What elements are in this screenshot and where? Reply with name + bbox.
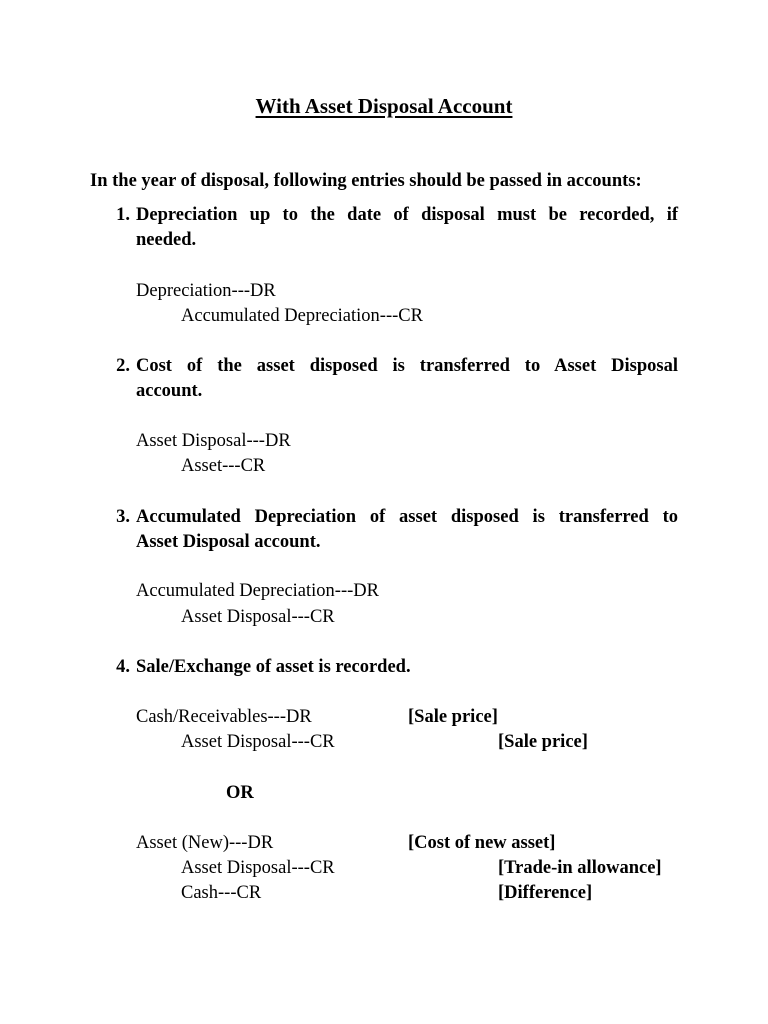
journal-credit: Asset---CR [181,456,266,476]
journal-credit: Asset Disposal---CR [181,858,335,878]
journal-debit: Asset (New)---DR [136,833,274,853]
journal-debit: Cash/Receivables---DR [136,707,312,727]
item-heading-line: needed. [136,230,197,250]
item-number: 3. [116,507,130,527]
journal-debit: Depreciation---DR [136,281,276,301]
item-heading-line: Cost of the asset disposed is transferred to Asset Disposal [136,356,678,376]
journal-credit-amount: [Difference] [498,883,593,903]
journal-credit: Asset Disposal---CR [181,732,335,752]
item-heading-line: Sale/Exchange of asset is recorded. [136,657,411,677]
item-heading-line: account. [136,381,203,401]
journal-credit: Cash---CR [181,883,262,903]
item-number: 2. [116,356,130,376]
journal-credit: Asset Disposal---CR [181,607,335,627]
journal-credit-amount: [Sale price] [498,732,588,752]
item-number: 4. [116,657,130,677]
journal-debit-amount: [Cost of new asset] [408,833,556,853]
item-heading-line: Depreciation up to the date of disposal must be recorded, if [136,205,678,225]
item-number: 1. [116,205,130,225]
intro-text: In the year of disposal, following entries should be passed in accounts: [90,171,642,191]
item-heading-line: Accumulated Depreciation of asset disposed is transferred to [136,507,678,527]
journal-debit: Asset Disposal---DR [136,431,291,451]
journal-debit: Accumulated Depreciation---DR [136,581,379,601]
journal-credit-amount: [Trade-in allowance] [498,858,662,878]
or-separator: OR [226,783,254,803]
journal-debit-amount: [Sale price] [408,707,498,727]
journal-credit: Accumulated Depreciation---CR [181,306,423,326]
page-title: With Asset Disposal Account [255,94,513,118]
item-heading-line: Asset Disposal account. [136,532,321,552]
